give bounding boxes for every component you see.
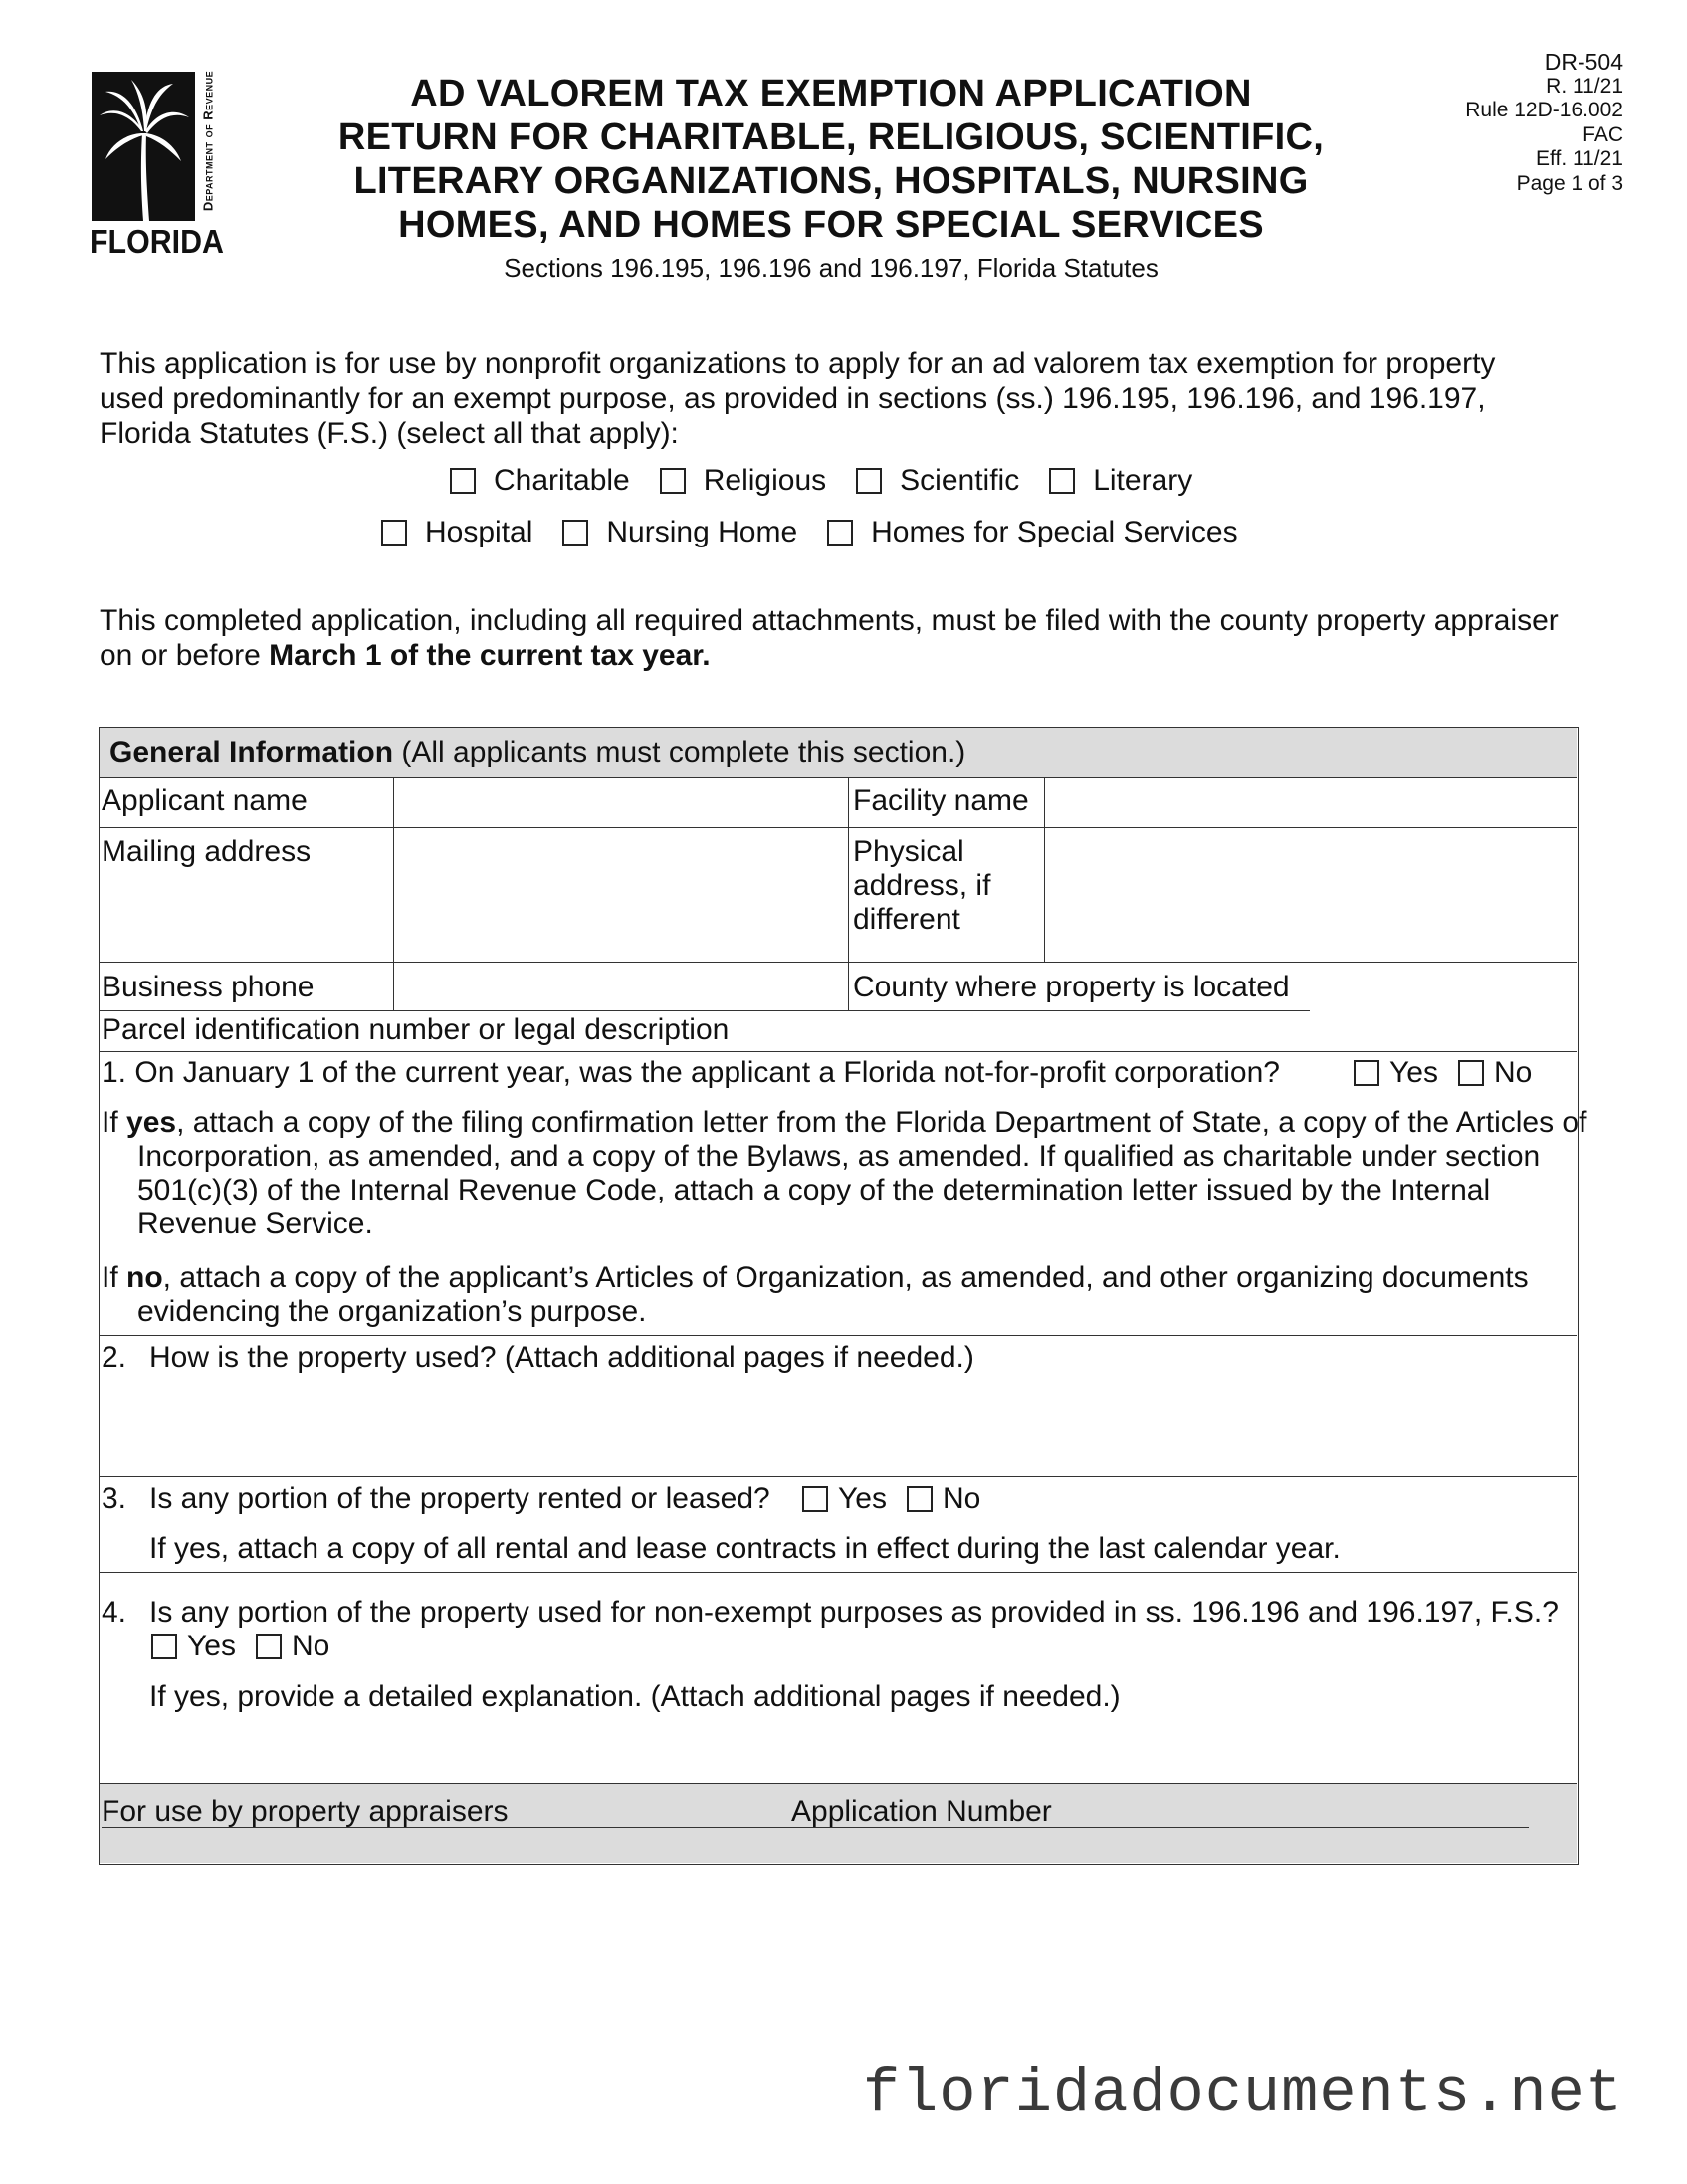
form-rule: Rule 12D-16.002 <box>1465 99 1623 121</box>
no-label: No <box>291 1630 330 1662</box>
option-label: Charitable <box>494 464 630 497</box>
question-3-number: 3. <box>102 1482 127 1515</box>
form-fac: FAC <box>1582 122 1623 146</box>
title-line-3: LITERARY ORGANIZATIONS, HOSPITALS, NURSING <box>353 160 1309 202</box>
title-line-2: RETURN FOR CHARITABLE, RELIGIOUS, SCIENTIFIC, <box>337 116 1325 158</box>
question-2: How is the property used? (Attach additional pages if needed.) <box>149 1341 974 1374</box>
purpose-options-row-1 <box>450 464 1222 498</box>
yes-label: Yes <box>1389 1056 1438 1089</box>
q3-options <box>802 1482 980 1516</box>
q4-options <box>151 1630 329 1663</box>
option-literary[interactable] <box>1049 464 1192 498</box>
section-heading-note: (All applicants must complete this section.) <box>393 736 966 768</box>
question-4-number: 4. <box>102 1596 127 1629</box>
mailing-address-label: Mailing address <box>102 835 312 868</box>
checkbox[interactable] <box>907 1486 933 1512</box>
checkbox[interactable] <box>1354 1060 1379 1086</box>
intro-paragraph <box>100 346 1592 451</box>
florida-wordmark: FLORIDA <box>90 223 224 260</box>
option-label: Nursing Home <box>606 516 798 548</box>
option-label: Homes for Special Services <box>871 516 1238 548</box>
county-input[interactable] <box>1310 963 1576 1010</box>
question-2-number: 2. <box>102 1341 127 1374</box>
question-3-note: If yes, attach a copy of all rental and lease contracts in effect during the last calendar year. <box>149 1532 1341 1565</box>
option-homes-special-services[interactable] <box>827 516 1237 549</box>
general-information-form <box>99 727 1587 1865</box>
filing-prefix: on or before <box>100 639 270 672</box>
intro-line-2: used predominantly for an exempt purpose, as provided in sections (ss.) 196.195, 196.196, and 196.197, <box>100 382 1486 415</box>
q1-yes[interactable] <box>1354 1056 1438 1090</box>
section-header <box>109 736 965 769</box>
page-number: Page 1 of 3 <box>1516 171 1623 195</box>
checkbox[interactable] <box>1049 468 1075 494</box>
checkbox[interactable] <box>256 1634 282 1659</box>
purpose-options-row-2 <box>381 516 1268 549</box>
mailing-address-input[interactable] <box>394 828 848 962</box>
q1-no[interactable] <box>1458 1056 1532 1090</box>
no-label: No <box>1493 1056 1533 1089</box>
county-label: County where property is located <box>853 971 1290 1003</box>
non-exempt-explanation-input[interactable] <box>139 1718 1573 1758</box>
q1-if-no-instructions <box>102 1261 1608 1329</box>
form-id-block <box>1365 50 1623 196</box>
physical-address-label-3: different <box>853 903 960 936</box>
option-label: Hospital <box>425 516 533 548</box>
checkbox[interactable] <box>827 520 853 546</box>
department-vertical-text: Department of Revenue <box>200 70 216 212</box>
yes-label: Yes <box>838 1482 887 1515</box>
physical-address-label-2: address, if <box>853 869 991 902</box>
statutes-subtitle: Sections 196.195, 196.196 and 196.197, Florida Statutes <box>504 253 1159 283</box>
application-number-input[interactable] <box>1055 1797 1433 1827</box>
question-3: Is any portion of the property rented or leased? <box>149 1482 770 1515</box>
option-label: Literary <box>1093 464 1193 497</box>
question-4: Is any portion of the property used for non-exempt purposes as provided in ss. 196.196 and 196.197, F.S.? <box>149 1596 1559 1629</box>
checkbox[interactable] <box>1458 1060 1484 1086</box>
option-religious[interactable] <box>660 464 826 498</box>
physical-address-label <box>853 835 990 937</box>
q3-yes[interactable] <box>802 1482 887 1516</box>
q4-yes[interactable] <box>151 1630 236 1663</box>
florida-dor-logo <box>92 72 223 267</box>
option-label: Scientific <box>900 464 1020 497</box>
facility-name-label: Facility name <box>853 784 1029 817</box>
question-4-note: If yes, provide a detailed explanation. (Attach additional pages if needed.) <box>149 1680 1121 1713</box>
checkbox[interactable] <box>381 520 407 546</box>
parcel-label: Parcel identification number or legal description <box>102 1013 730 1046</box>
option-hospital[interactable] <box>381 516 532 549</box>
form-revision: R. 11/21 <box>1546 74 1623 98</box>
checkbox[interactable] <box>856 468 882 494</box>
q1-if-yes-instructions <box>102 1106 1608 1241</box>
filing-line-1: This completed application, including all required attachments, must be filed with the county property appraiser <box>100 604 1559 637</box>
option-label: Religious <box>703 464 827 497</box>
form-title <box>299 72 1364 247</box>
if-yes-lead: If <box>102 1106 127 1139</box>
filing-paragraph <box>100 603 1592 673</box>
q3-no[interactable] <box>907 1482 980 1516</box>
physical-address-input[interactable] <box>1048 828 1576 962</box>
application-number-label: Application Number <box>791 1795 1052 1828</box>
title-line-1: AD VALOREM TAX EXEMPTION APPLICATION <box>410 73 1252 114</box>
option-nursing-home[interactable] <box>562 516 797 549</box>
filing-deadline: March 1 of the current tax year. <box>269 639 711 672</box>
question-1: 1. On January 1 of the current year, was the applicant a Florida not-for-profit corporation? <box>102 1056 1280 1089</box>
checkbox[interactable] <box>802 1486 828 1512</box>
parcel-input[interactable] <box>796 1011 1573 1050</box>
checkbox[interactable] <box>450 468 476 494</box>
applicant-name-input[interactable] <box>394 778 848 827</box>
form-effective: Eff. 11/21 <box>1536 147 1623 170</box>
section-heading: General Information <box>109 736 394 768</box>
if-yes-text: , attach a copy of the filing confirmation letter from the Florida Department of State, a copy of the Articles of Incorporation, as amended, and a copy of the Bylaws, as amended. If qualified as charitable under section 501(c)(3) of the Internal Revenue Code, attach a copy of the determination letter issued by the Internal Revenue Service. <box>137 1106 1587 1240</box>
if-no-text: , attach a copy of the applicant’s Articles of Organization, as amended, and other organizing documents evidencing the organization’s purpose. <box>137 1261 1529 1328</box>
property-use-input[interactable] <box>139 1380 1573 1474</box>
watermark: floridadocuments.net <box>862 2059 1623 2129</box>
q4-no[interactable] <box>256 1630 329 1663</box>
option-charitable[interactable] <box>450 464 630 498</box>
business-phone-input[interactable] <box>394 963 848 1010</box>
intro-line-1: This application is for use by nonprofit organizations to apply for an ad valorem tax exemption for property <box>100 347 1496 380</box>
physical-address-label-1: Physical <box>853 835 964 868</box>
checkbox[interactable] <box>562 520 588 546</box>
checkbox[interactable] <box>660 468 686 494</box>
if-yes-bold: yes <box>126 1106 177 1139</box>
yes-label: Yes <box>187 1630 236 1662</box>
no-label: No <box>942 1482 981 1515</box>
if-no-lead: If <box>102 1261 127 1294</box>
option-scientific[interactable] <box>856 464 1019 498</box>
intro-line-3: Florida Statutes (F.S.) (select all that apply): <box>100 417 679 450</box>
title-line-4: HOMES, AND HOMES FOR SPECIAL SERVICES <box>398 204 1264 246</box>
filing-line-2 <box>100 638 1592 673</box>
facility-name-input[interactable] <box>1048 778 1576 827</box>
q1-options <box>1334 1056 1532 1090</box>
business-phone-label: Business phone <box>102 971 315 1003</box>
appraiser-label: For use by property appraisers <box>102 1795 509 1828</box>
applicant-name-label: Applicant name <box>102 784 308 817</box>
if-no-bold: no <box>126 1261 163 1294</box>
checkbox[interactable] <box>151 1634 177 1659</box>
form-number: DR-504 <box>1544 49 1623 75</box>
